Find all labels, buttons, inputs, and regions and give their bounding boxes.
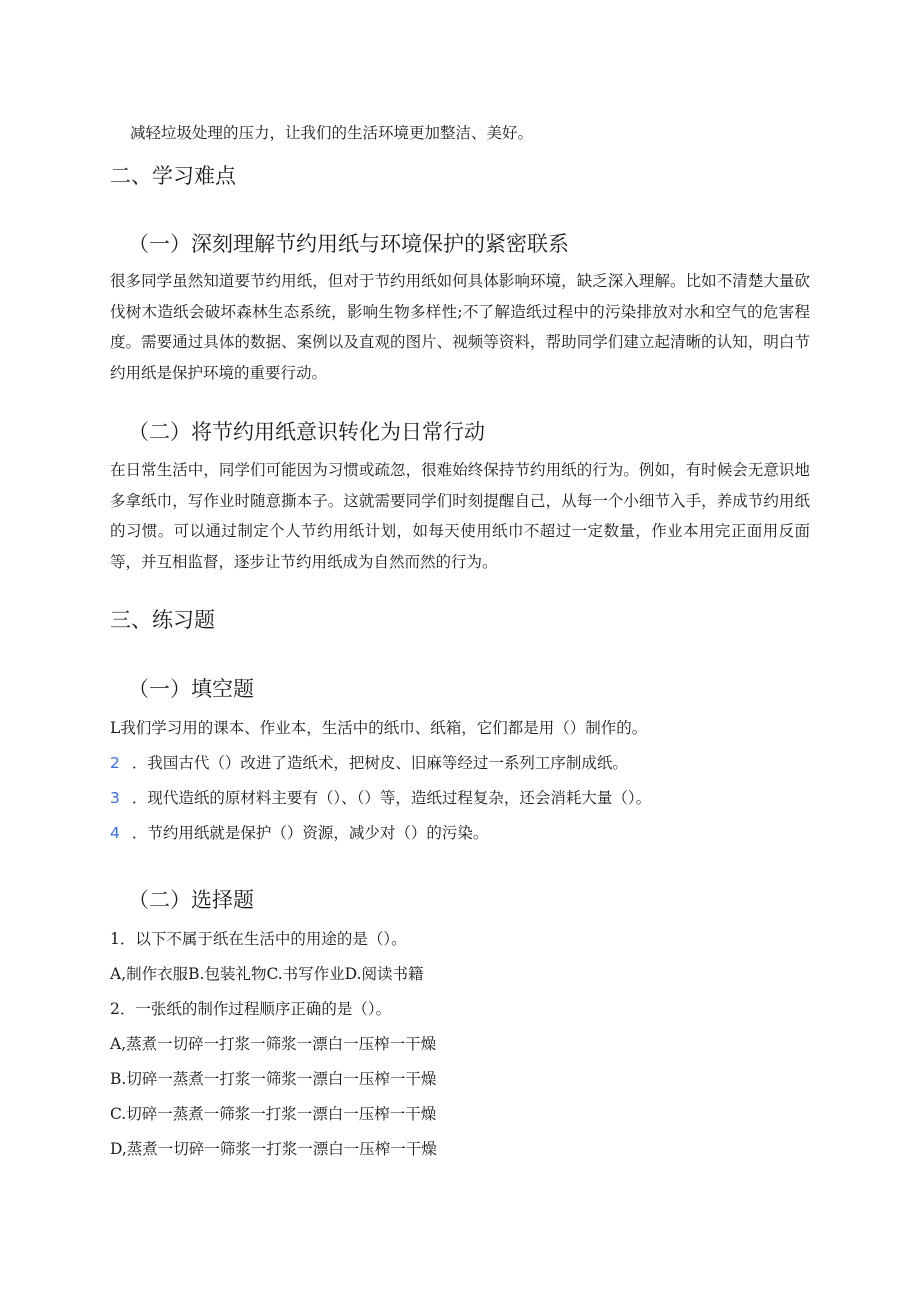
section-2-sub2-title: （二）将节约用纸意识转化为日常行动 — [128, 420, 485, 444]
fill-question-2-text: ．我国古代（）改进了造纸术，把树皮、旧麻等经过一系列工序制成纸。 — [131, 754, 628, 772]
fill-question-2-number: 2 — [110, 754, 120, 772]
fill-question-4 — [110, 818, 488, 848]
fill-question-3-number: 3 — [110, 789, 120, 807]
intro-line: 减轻垃圾处理的压力，让我们的生活环境更加整洁、美好。 — [130, 124, 534, 142]
choice-question-2-option-c: C.切碎一蒸煮一筛浆一打浆一漂白一压榨一干燥 — [110, 1105, 437, 1123]
choice-question-2-option-d: D,蒸煮一切碎一筛浆一打浆一漂白一压榨一干燥 — [110, 1140, 437, 1158]
fill-question-1: L我们学习用的课本、作业本，生活中的纸巾、纸箱，它们都是用（）制作的。 — [110, 719, 648, 737]
fill-blank-title: （一）填空题 — [128, 677, 254, 701]
choice-question-2-option-b: B.切碎一蒸煮一打浆一筛浆一漂白一压榨一干燥 — [110, 1070, 437, 1088]
fill-question-2 — [110, 748, 628, 778]
fill-question-4-text: ．节约用纸就是保护（）资源，减少对（）的污染。 — [131, 824, 489, 842]
section-2-title: 二、学习难点 — [110, 164, 236, 188]
fill-question-3 — [110, 783, 651, 813]
choice-question-1: 1．以下不属于纸在生活中的用途的是（）。 — [110, 930, 407, 948]
fill-question-3-text: ．现代造纸的原材料主要有（）、（）等，造纸过程复杂，还会消耗大量（）。 — [131, 789, 652, 807]
fill-question-4-number: 4 — [110, 824, 120, 842]
choice-question-2-option-a: A,蒸煮一切碎一打浆一筛浆一漂白一压榨一干燥 — [110, 1035, 437, 1053]
section-3-title: 三、练习题 — [110, 608, 215, 632]
choice-question-1-options: A,制作衣服B.包装礼物C.书写作业D.阅读书籍 — [110, 965, 424, 983]
section-2-sub2-paragraph: 在日常生活中，同学们可能因为习惯或疏忽，很难始终保持节约用纸的行为。例如，有时候会无意识地多拿纸巾，写作业时随意撕本子。这就需要同学们时刻提醒自己，从每一个小细节入手，养成节约用纸的习惯。可以通过制定个人节约用纸计划，如每天使用纸巾不超过一定数量，作业本用完正面用反面等，并互相监督，逐步让节约用纸成为自然而然的行为。 — [110, 461, 810, 571]
choice-question-2: 2．一张纸的制作过程顺序正确的是（）。 — [110, 1000, 392, 1018]
choice-title: （二）选择题 — [128, 888, 254, 912]
section-2-sub1-paragraph: 很多同学虽然知道要节约用纸，但对于节约用纸如何具体影响环境，缺乏深入理解。比如不清楚大量砍伐树木造纸会破坏森林生态系统，影响生物多样性;不了解造纸过程中的污染排放对水和空气的危害程度。需要通过具体的数据、案例以及直观的图片、视频等资料，帮助同学们建立起清晰的认知，明白节约用纸是保护环境的重要行动。 — [110, 272, 810, 382]
section-2-sub1-title: （一）深刻理解节约用纸与环境保护的紧密联系 — [128, 232, 569, 256]
